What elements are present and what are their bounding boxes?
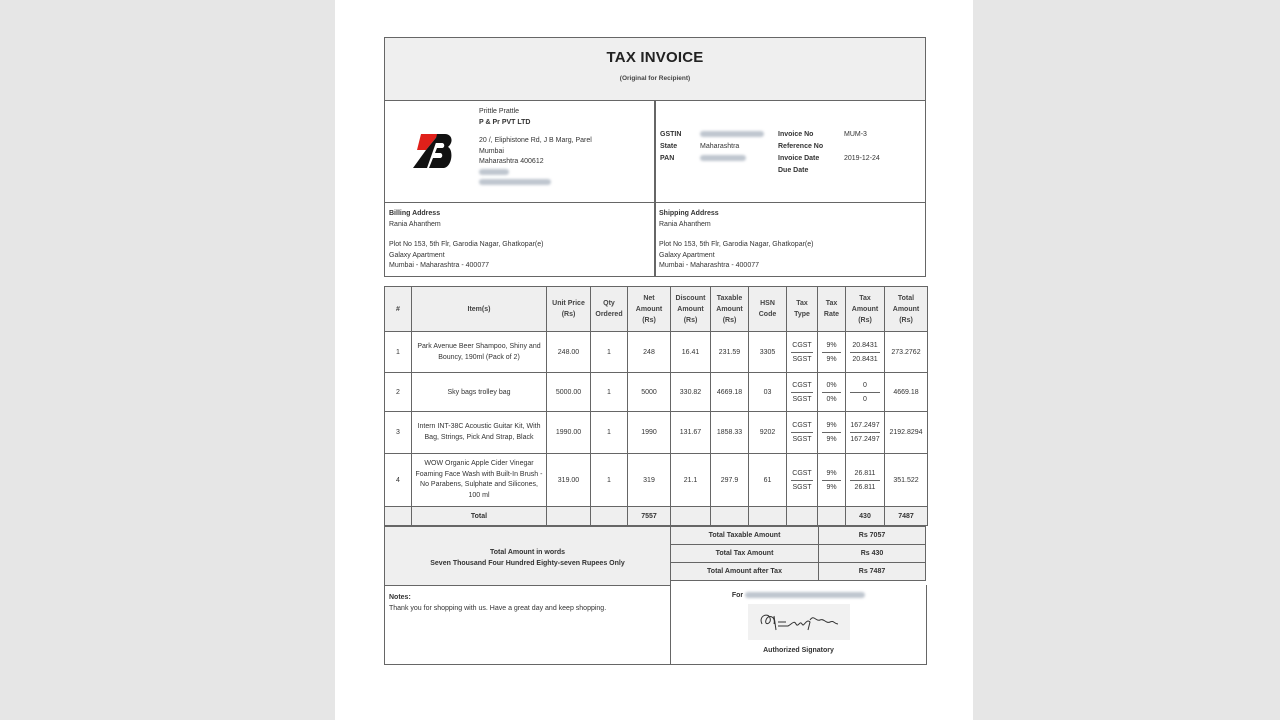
billing-line2: Galaxy Apartment [389,251,445,259]
signature-scribble-icon [748,604,850,640]
shipping-line1: Plot No 153, 5th Flr, Garodia Nagar, Ghatkopar(e) [659,241,814,248]
col-header-qty: Qty Ordered [591,287,628,332]
row-qty: 1 [591,412,628,454]
row-tax-amount: 26.811 26.811 [846,454,885,507]
row-tax-type: CGST SGST [787,373,818,412]
shipping-line2: Galaxy Apartment [659,251,715,259]
summary-row [671,563,926,581]
summary-row [671,527,926,545]
words-value: Seven Thousand Four Hundred Eighty-seven Rupees Only [430,560,625,567]
row-net: 1990 [628,412,671,454]
col-header-discount: Discount Amount (Rs) [671,287,711,332]
seller-section [384,100,656,203]
row-unit-price: 319.00 [547,454,591,507]
invoice-meta-section [654,100,926,203]
billing-line3: Mumbai - Maharashtra - 400077 [389,262,489,269]
row-net: 5000 [628,373,671,412]
invoice-title: TAX INVOICE [606,49,704,66]
invoice-header [384,37,926,101]
invoice-date-label: Invoice Date [778,155,820,162]
notes-section [384,585,671,665]
summary-totals-table [670,526,926,581]
billing-address [384,202,656,277]
invoice-subtitle: (Original for Recipient) [619,75,691,82]
table-row [385,373,928,412]
total-tax-amount: 430 [846,507,885,526]
row-discount: 330.82 [671,373,711,412]
seller-state-pin: Maharashtra 400612 [479,158,544,165]
signature-for-line [671,592,926,599]
row-hsn: 9202 [749,412,787,454]
row-tax-type: CGST SGST [787,412,818,454]
col-header-items: Item(s) [412,287,547,332]
row-net: 248 [628,332,671,373]
words-label: Total Amount in words [489,549,566,556]
seller-city: Mumbai [479,147,504,155]
billing-name: Rania Ahanthem [389,220,441,228]
col-header-tax-amount: Tax Amount (Rs) [846,287,885,332]
due-date-label: Due Date [778,167,809,174]
invoice-date-value: 2019-12-24 [844,155,880,162]
shipping-name: Rania Ahanthem [659,220,711,228]
row-item: Park Avenue Beer Shampoo, Shiny and Bouncy, 190ml (Pack of 2) [412,332,547,373]
row-taxable: 231.59 [711,332,749,373]
row-no: 2 [385,373,412,412]
for-prefix: For [731,592,744,599]
row-hsn: 3305 [749,332,787,373]
row-discount: 21.1 [671,454,711,507]
seller-email-redacted [479,178,592,189]
seller-address-line1: 20 /, Eliphistone Rd, J B Marg, Parel [479,137,592,144]
authorized-signatory-label: Authorized Signatory [763,647,834,654]
invoice-no-label: Invoice No [778,131,814,138]
row-no: 3 [385,412,412,454]
seller-name: Prittle Prattle [479,108,520,115]
row-taxable: 4669.18 [711,373,749,412]
row-qty: 1 [591,454,628,507]
shipping-address [654,202,926,277]
row-item: Intern INT-38C Acoustic Guitar Kit, With Bag, Strings, Pick And Strap, Black [412,412,547,454]
col-header-tax-type: Tax Type [787,287,818,332]
row-total: 273.2762 [885,332,928,373]
table-row [385,412,928,454]
col-header-unit-price: Unit Price (Rs) [547,287,591,332]
total-net: 7557 [628,507,671,526]
row-tax-rate: 9% 9% [818,332,846,373]
seller-phone-redacted [479,168,592,179]
row-hsn: 61 [749,454,787,507]
seller-company: P & Pr PVT LTD [479,118,531,126]
summary-row [671,545,926,563]
row-tax-rate: 9% 9% [818,412,846,454]
row-net: 319 [628,454,671,507]
notes-heading: Notes: [389,594,411,601]
signature-image [748,604,850,640]
col-header-total: Total Amount (Rs) [885,287,928,332]
row-unit-price: 248.00 [547,332,591,373]
row-tax-amount: 167.2497 167.2497 [846,412,885,454]
row-tax-amount: 0 0 [846,373,885,412]
table-row [385,454,928,507]
shipping-line3: Mumbai - Maharashtra - 400077 [659,262,759,269]
invoice-no-value: MUM-3 [844,131,867,138]
row-unit-price: 1990.00 [547,412,591,454]
summary-label: Total Taxable Amount [671,527,819,545]
summary-label: Total Tax Amount [671,545,819,563]
total-label: Total [412,507,547,526]
state-label: State [660,143,678,150]
table-total-row [385,507,928,526]
row-qty: 1 [591,373,628,412]
seller-details [479,107,592,189]
row-total: 2192.8294 [885,412,928,454]
billing-line1: Plot No 153, 5th Flr, Garodia Nagar, Ghatkopar(e) [389,241,544,248]
row-item: Sky bags trolley bag [412,373,547,412]
notes-text: Thank you for shopping with us. Have a great day and keep shopping. [389,605,607,612]
billing-heading: Billing Address [389,210,441,217]
gstin-label: GSTIN [660,131,682,138]
col-header-taxable: Taxable Amount (Rs) [711,287,749,332]
summary-value: Rs 7487 [819,563,926,581]
row-hsn: 03 [749,373,787,412]
row-tax-amount: 20.8431 20.8431 [846,332,885,373]
signature-section [670,585,927,665]
pan-label: PAN [660,155,675,162]
row-discount: 16.41 [671,332,711,373]
state-value: Maharashtra [700,143,740,150]
total-amount: 7487 [885,507,928,526]
due-date-value [844,165,880,177]
row-total: 351.522 [885,454,928,507]
row-tax-type: CGST SGST [787,454,818,507]
row-total: 4669.18 [885,373,928,412]
pan-value-redacted [700,153,778,165]
amount-in-words [384,526,671,586]
row-qty: 1 [591,332,628,373]
reference-no-label: Reference No [778,143,824,150]
table-row [385,332,928,373]
row-unit-price: 5000.00 [547,373,591,412]
summary-label: Total Amount after Tax [671,563,819,581]
summary-value: Rs 7057 [819,527,926,545]
row-tax-type: CGST SGST [787,332,818,373]
reference-no-value [844,141,880,153]
row-no: 1 [385,332,412,373]
company-redacted [745,592,865,598]
items-table [384,286,928,526]
row-no: 4 [385,454,412,507]
invoice-page [335,0,973,720]
row-taxable: 1858.33 [711,412,749,454]
col-header-tax-rate: Tax Rate [818,287,846,332]
items-header-row [385,287,928,332]
col-header-net: Net Amount (Rs) [628,287,671,332]
summary-value: Rs 430 [819,545,926,563]
col-header-no: # [385,287,412,332]
row-tax-rate: 0% 0% [818,373,846,412]
brand-logo-icon [413,132,453,170]
row-discount: 131.67 [671,412,711,454]
row-item: WOW Organic Apple Cider Vinegar Foaming Face Wash with Built-In Brush - No Parabens, Sulphate and Silicones, 100 ml [412,454,547,507]
gstin-value-redacted [700,129,778,141]
col-header-hsn: HSN Code [749,287,787,332]
row-taxable: 297.9 [711,454,749,507]
shipping-heading: Shipping Address [659,210,719,217]
invoice-meta-table [660,129,880,177]
row-tax-rate: 9% 9% [818,454,846,507]
